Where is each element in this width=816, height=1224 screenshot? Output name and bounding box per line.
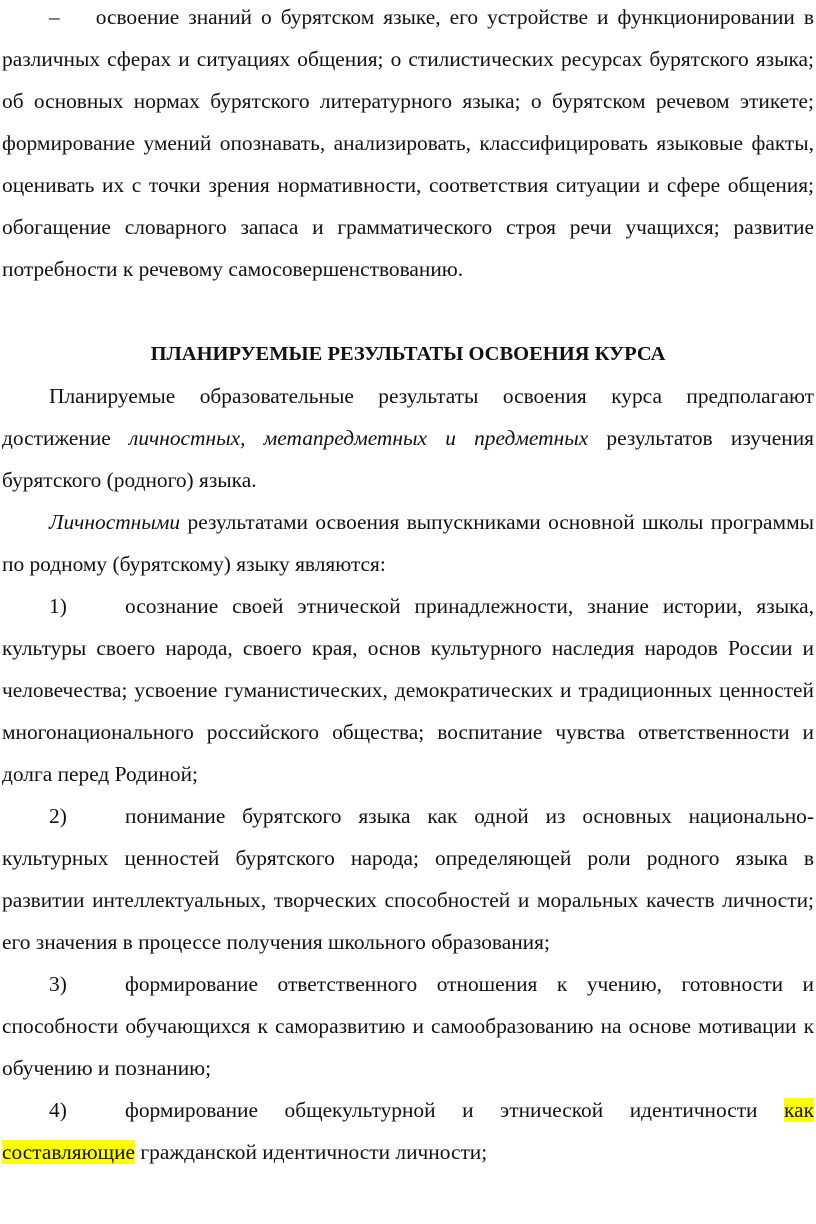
list-item-number: 1)	[49, 594, 67, 618]
highlighted-text: как составляющие	[2, 1098, 814, 1164]
list-item-text: понимание бурятского языка как одной из основных национально-культурных ценностей бурятского народа; определяющей роли родного языка в развитии интеллектуальных, творческих способностей и моральных качеств личности; его значения в процессе получения школьного образования;	[2, 804, 814, 954]
list-item	[2, 795, 814, 963]
list-item	[2, 585, 814, 795]
list-item-number: 3)	[49, 972, 67, 996]
intro-paragraph	[2, 0, 814, 290]
intro-text: освоение знаний о бурятском языке, его устройстве и функционировании в различных сферах и ситуациях общения; о стилистических ресурсах бурятского языка; об основных нормах бурятского литературного языка; о бурятском речевом этикете; формирование умений опознавать, анализировать, классифицировать языковые факты, оценивать их с точки зрения нормативности, соответствия ситуации и сфере общения; обогащение словарного запаса и грамматического строя речи учащихся; развитие потребности к речевому самосовершенствованию.	[2, 5, 814, 281]
personal-results-italic: Личностными	[49, 510, 181, 534]
list-item-number: 4)	[49, 1098, 67, 1122]
list-item-text-end: гражданской идентичности личности;	[135, 1140, 488, 1164]
results-italic-terms: личностных, метапредметных и предметных	[129, 426, 589, 450]
list-item	[2, 963, 814, 1089]
results-text-after: результатов изучения бурятского (родного) языка.	[2, 426, 814, 492]
personal-results-text: результатами освоения выпускниками основной школы программы по родному (бурятскому) языку являются:	[2, 510, 814, 576]
list-item-text: формирование ответственного отношения к учению, готовности и способности обучающихся к саморазвитию и самообразованию на основе мотивации к обучению и познанию;	[2, 972, 814, 1080]
list-item	[2, 1089, 814, 1173]
list-item-text: формирование общекультурной и этнической идентичности	[125, 1098, 785, 1122]
section-spacer	[2, 290, 814, 333]
list-item-number: 2)	[49, 804, 67, 828]
results-paragraph	[2, 375, 814, 501]
section-heading: ПЛАНИРУЕМЫЕ РЕЗУЛЬТАТЫ ОСВОЕНИЯ КУРСА	[150, 343, 666, 365]
results-text-before: Планируемые образовательные результаты освоения курса предполагают достижение	[2, 384, 814, 450]
intro-dash: –	[49, 5, 60, 29]
personal-results-paragraph	[2, 501, 814, 585]
list-item-text: осознание своей этнической принадлежности, знание истории, языка, культуры своего народа, своего края, основ культурного наследия народов России и человечества; усвоение гуманистических, демократических и традиционных ценностей многонационального российского общества; воспитание чувства ответственности и долга перед Родиной;	[2, 594, 814, 786]
